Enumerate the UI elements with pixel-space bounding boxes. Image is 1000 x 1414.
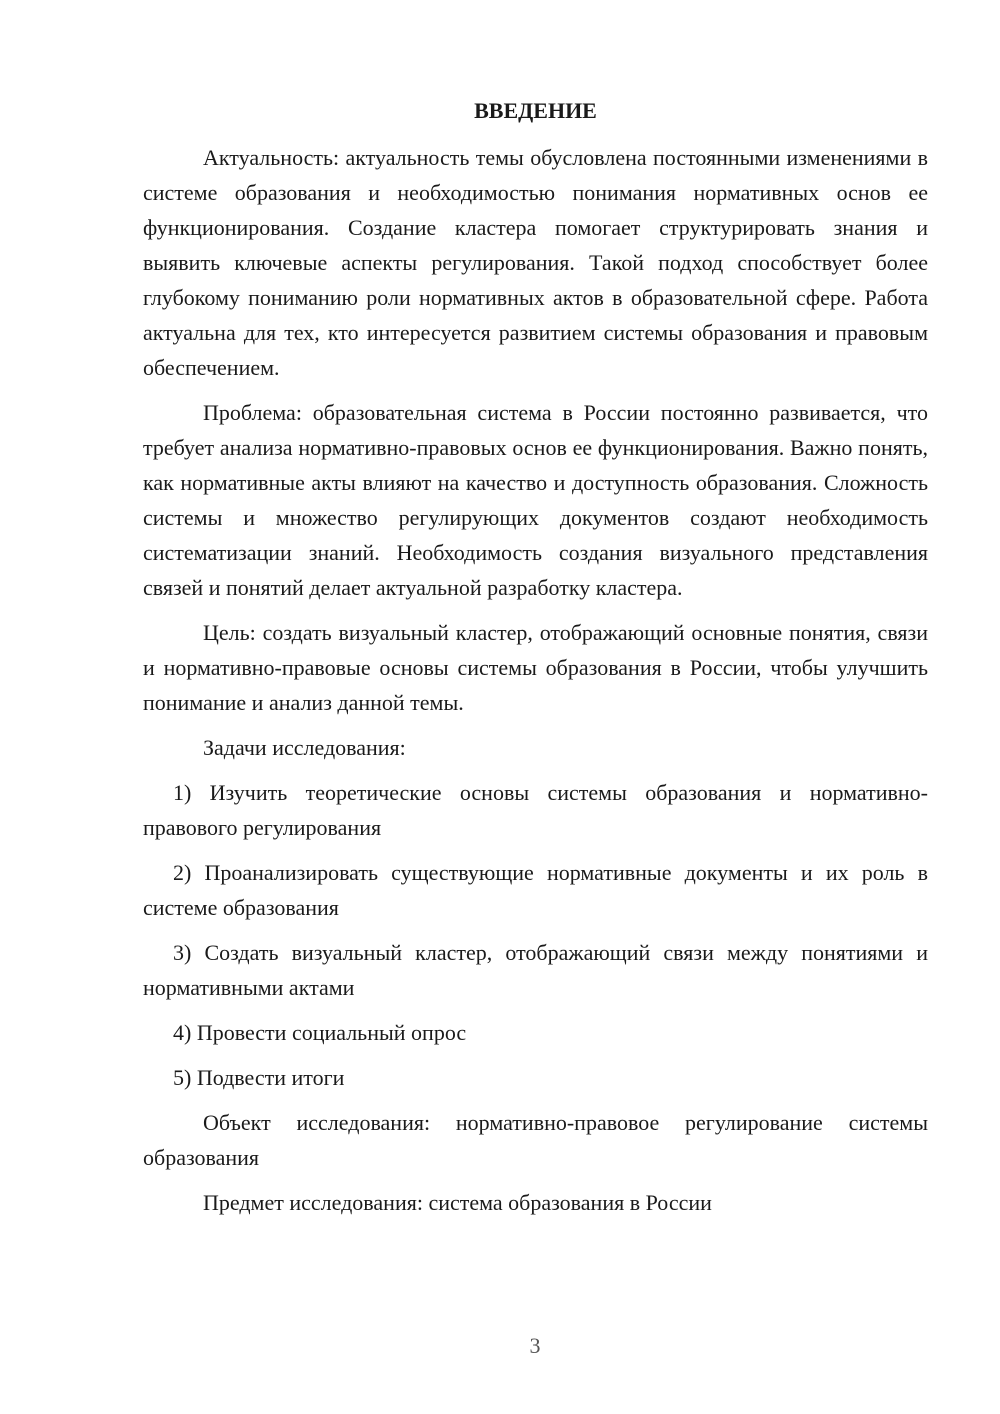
- task-item: 2) Проанализировать существующие нормативные документы и их роль в системе образования: [143, 860, 928, 920]
- task-item: 5) Подвести итоги: [173, 1065, 345, 1090]
- paragraph-goal: Цель: создать визуальный кластер, отображающий основные понятия, связи и нормативно-правовые основы системы образования в России, чтобы улучшить понимание и анализ данной темы.: [143, 620, 928, 715]
- task-item: 3) Создать визуальный кластер, отображающий связи между понятиями и нормативными актами: [143, 940, 928, 1000]
- paragraph-subject: Предмет исследования: система образования в России: [203, 1190, 712, 1215]
- paragraph-tasks-heading: Задачи исследования:: [203, 735, 406, 760]
- page-number: 3: [529, 1333, 541, 1358]
- paragraph-relevance: Актуальность: актуальность темы обусловлена постоянными изменениями в системе образования и необходимостью понимания нормативных основ ее функционирования. Создание кластера помогает структурировать знания и выявить ключевые аспекты регулирования. Такой подход способствует более глубокому пониманию роли нормативных актов в образовательной сфере. Работа актуальна для тех, кто интересуется развитием системы образования и правовым обеспечением.: [143, 145, 928, 380]
- task-item: 4) Провести социальный опрос: [173, 1020, 467, 1045]
- paragraph-object: Объект исследования: нормативно-правовое регулирование системы образования: [143, 1110, 928, 1170]
- document-page: [143, 93, 928, 1230]
- paragraph-problem: Проблема: образовательная система в России постоянно развивается, что требует анализа нормативно-правовых основ ее функционирования. Важно понять, как нормативные акты влияют на качество и доступность образования. Сложность системы и множество регулирующих документов создают необходимость систематизации знаний. Необходимость создания визуального представления связей и понятий делает актуальной разработку кластера.: [143, 400, 928, 600]
- section-title: ВВЕДЕНИЕ: [474, 98, 597, 123]
- task-item: 1) Изучить теоретические основы системы образования и нормативно-правового регулирования: [143, 780, 928, 840]
